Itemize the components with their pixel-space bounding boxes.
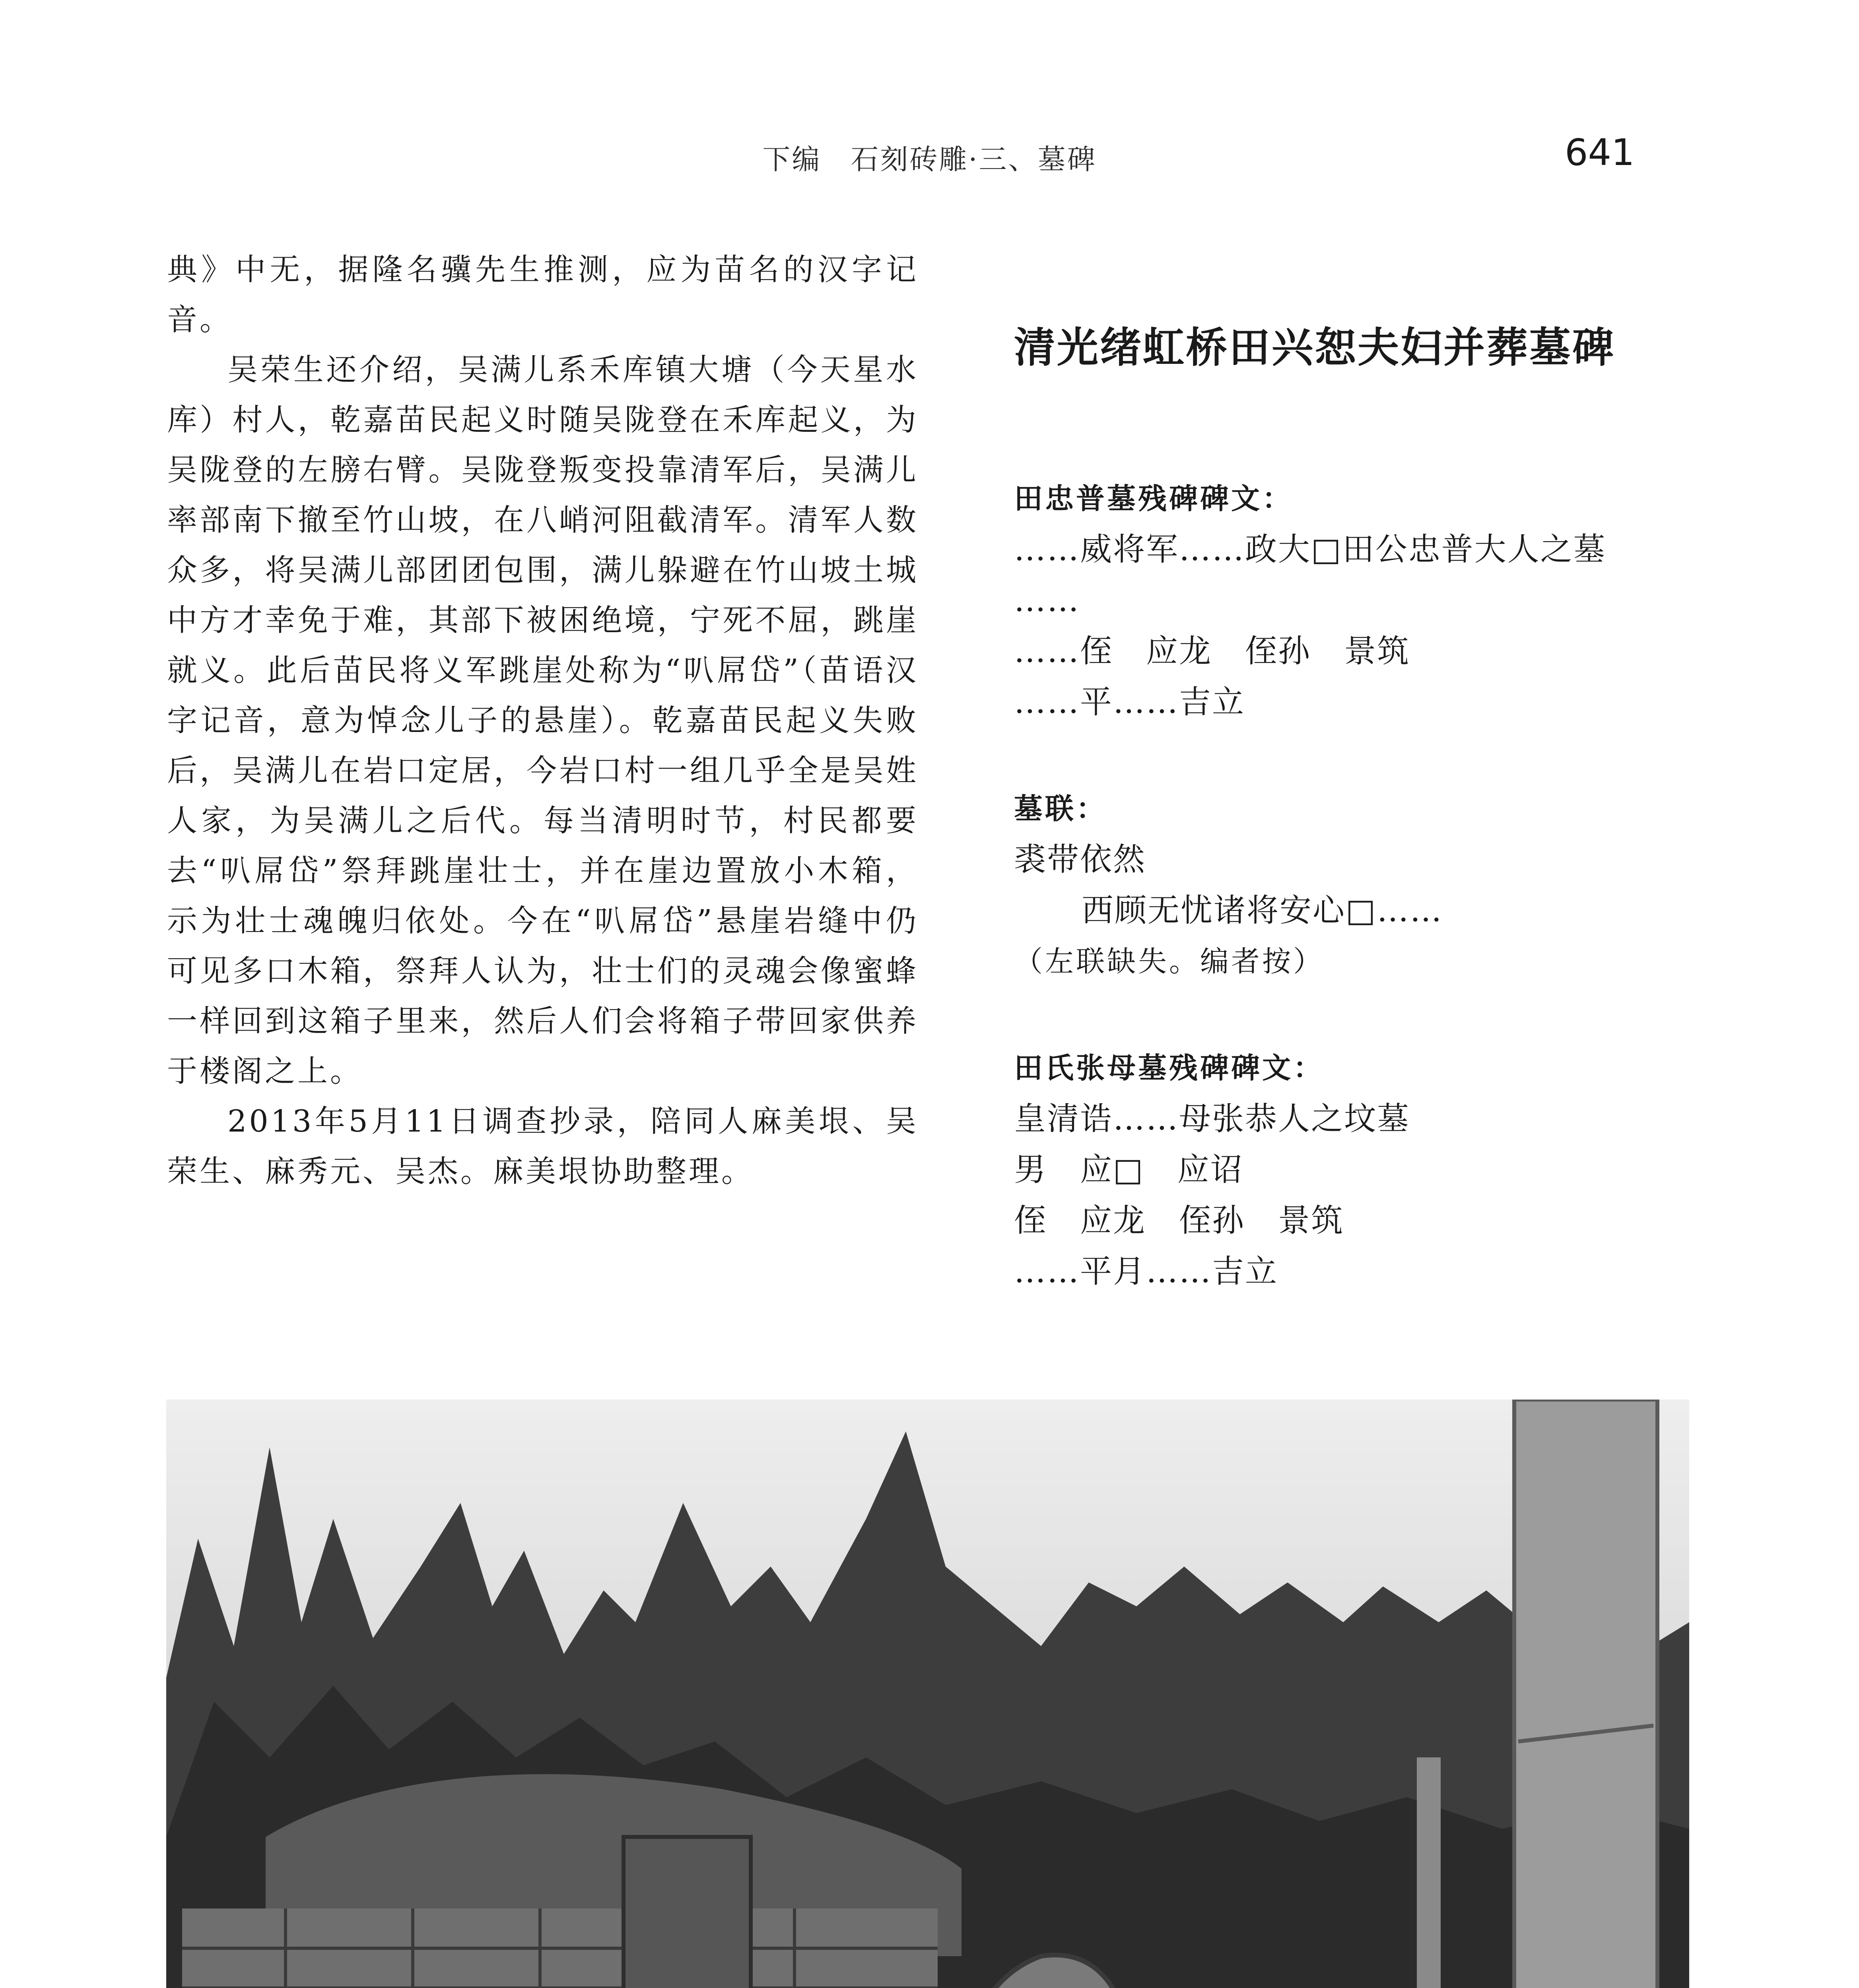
block-heading: 墓联： xyxy=(1014,792,1107,825)
paragraph-continued: 典》中无，据隆名骥先生推测，应为苗名的汉字记音。 xyxy=(167,252,919,337)
inscription-line: ……威将军……政大□田公忠普大人之墓 xyxy=(1014,531,1606,568)
block-heading: 田氏张母墓残碑碑文： xyxy=(1014,1051,1325,1085)
inscription-line: 侄 应龙 侄孙 景筑 xyxy=(1014,1202,1344,1239)
left-column-text xyxy=(167,245,919,1196)
paragraph-survey-note: 2013年5月11日调查抄录，陪同人麻美垠、吴荣生、麻秀元、吴杰。麻美垠协助整理。 xyxy=(167,1103,919,1189)
couplet-line: 裘带依然 xyxy=(1014,841,1146,878)
inscription-line: ……侄 应龙 侄孙 景筑 xyxy=(1014,633,1410,670)
editor-note: （左联缺失。编者按） xyxy=(1014,945,1325,978)
paragraph-wu-maner-story: 吴荣生还介绍，吴满儿系禾库镇大塘（今天星水库）村人，乾嘉苗民起义时随吴陇登在禾库起义，为吴陇登的左膀右臂。吴陇登叛变投靠清军后，吴满儿率部南下撤至竹山坡，在八峭河阻截清军。清军人数众多，将吴满儿部团团包围，满儿躲避在竹山坡土城中方才幸免于难，其部下被困绝境，宁死不屈，跳崖就义。此后苗民将义军跳崖处称为“叭屌岱”（苗语汉字记音，意为悼念儿子的悬崖）。乾嘉苗民起义失败后，吴满儿在岩口定居，今岩口村一组几乎全是吴姓人家，为吴满儿之后代。每当清明时节，村民都要去“叭屌岱”祭拜跳崖壮士，并在崖边置放小木箱，示为壮士魂魄归依处。今在“叭屌岱”悬崖岩缝中仍可见多口木箱，祭拜人认为，壮士们的灵魂会像蜜蜂一样回到这箱子里来，然后人们会将箱子带回家供养于楼阁之上。 xyxy=(167,352,919,1089)
tian-zhongpu-inscription xyxy=(1014,473,1730,728)
inscription-line: 男 应□ 应诏 xyxy=(1014,1151,1243,1188)
inscription-line: ……平……吉立 xyxy=(1014,683,1245,720)
section-title: 清光绪虹桥田兴恕夫妇并葬墓碑 xyxy=(1014,323,1616,372)
tomb-couplet xyxy=(1014,783,1730,987)
page-number: 641 xyxy=(1565,131,1635,174)
couplet-line: 西顾无忧诸将安心□…… xyxy=(1082,892,1443,929)
tian-zhang-inscription xyxy=(1014,1043,1730,1297)
stone-pillar xyxy=(1514,1400,1657,1988)
right-column xyxy=(1014,314,1730,1353)
block-heading: 田忠普墓残碑碑文： xyxy=(1014,481,1294,515)
running-header: 下编 石刻砖雕·三、墓碑 xyxy=(762,143,1097,176)
tomb-photo xyxy=(166,1400,1689,1988)
inscription-line: 皇清诰……母张恭人之坟墓 xyxy=(1014,1100,1410,1137)
distant-post xyxy=(1417,1757,1441,1988)
tomb-stele xyxy=(624,1837,751,1988)
inscription-line: ……平月……吉立 xyxy=(1014,1253,1278,1290)
inscription-line: …… xyxy=(1014,582,1080,619)
